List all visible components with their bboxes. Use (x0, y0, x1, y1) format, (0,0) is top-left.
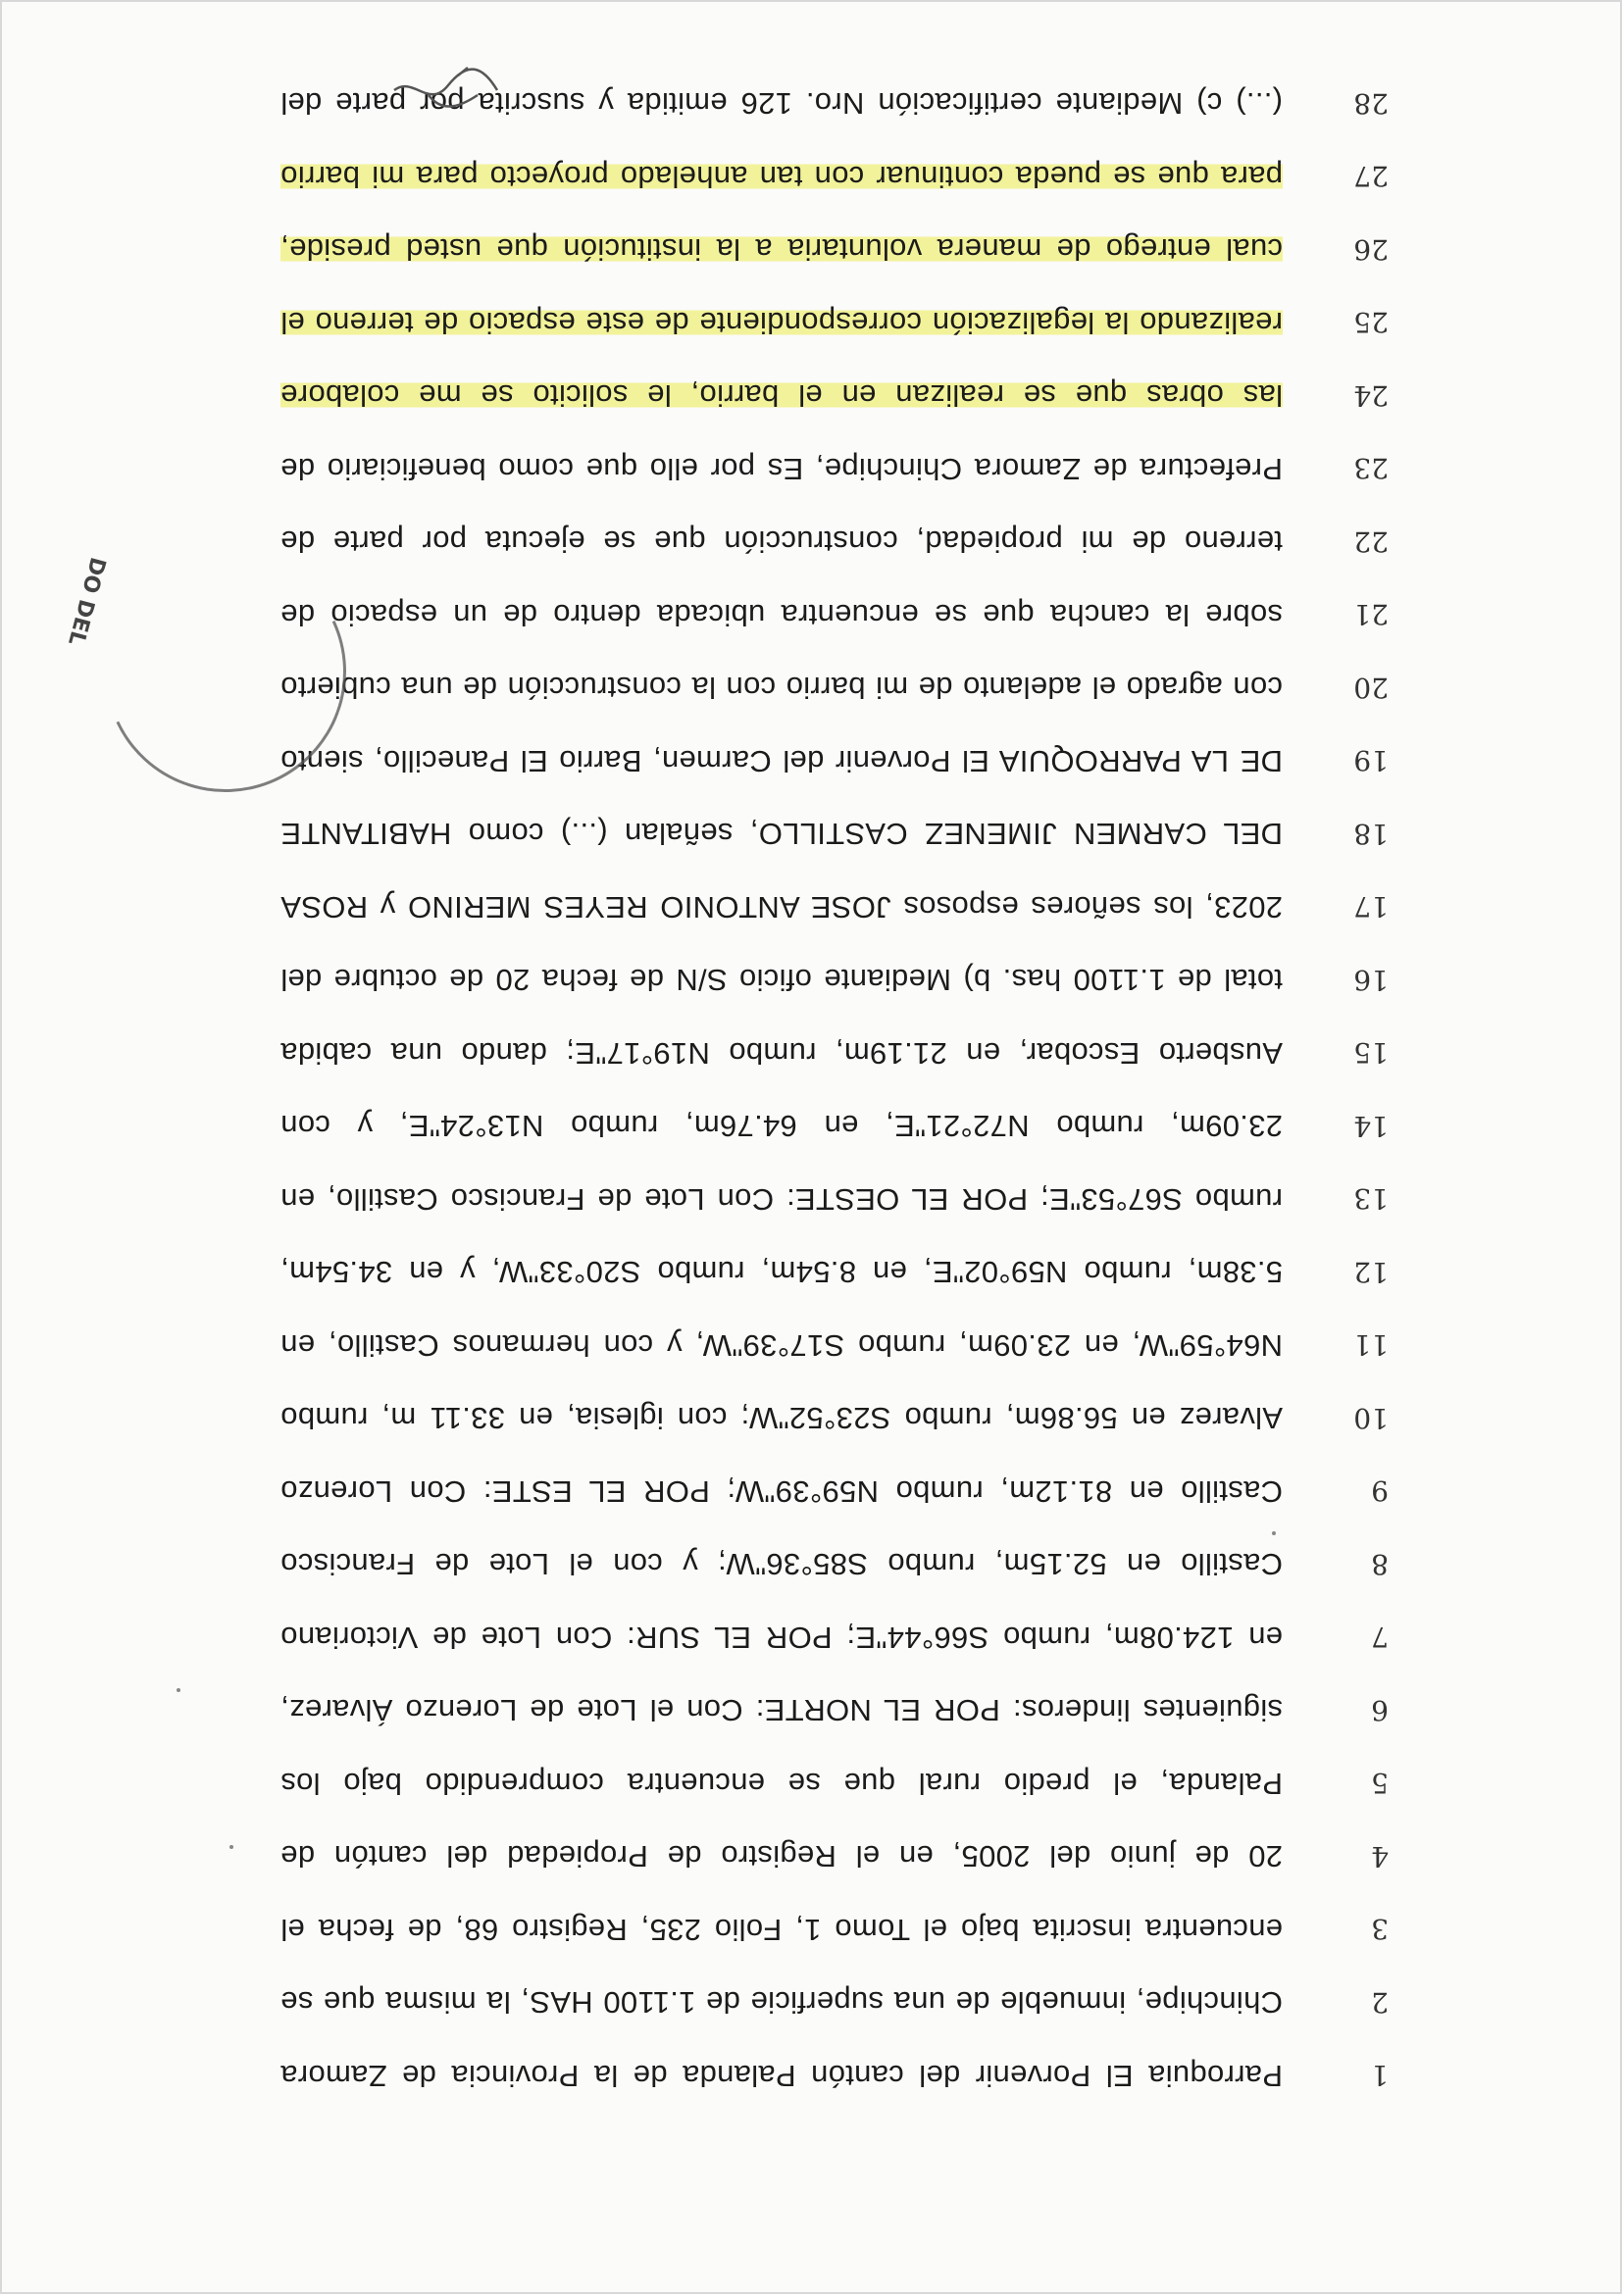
line-number: 22 (1353, 524, 1389, 558)
line-number: 26 (1353, 232, 1389, 266)
line-number: 11 (1353, 1328, 1389, 1362)
text-line (182, 651, 1389, 724)
line-number: 20 (1353, 671, 1389, 704)
highlighted-line-text: realizando la legalización correspondiente de este espacio de terreno el (280, 305, 1283, 340)
line-text: encuentra inscrita bajo el Tomo 1, Folio 235, Registro 68, de fecha el (280, 1912, 1283, 1947)
line-number: 14 (1353, 1109, 1389, 1142)
highlighted-line-text: las obras que se realizan en el barrio, le solicito se me colabore (280, 378, 1283, 414)
line-number: 17 (1353, 890, 1389, 923)
line-number: 25 (1353, 306, 1389, 339)
line-text: 5.38m, rumbo N59°02"E, en 8.54m, rumbo S20°33"W, y en 34.54m, (280, 1255, 1283, 1290)
text-line (182, 1601, 1389, 1674)
text-line (182, 505, 1389, 578)
text-line (182, 871, 1389, 944)
line-number: 19 (1353, 744, 1389, 777)
line-text: Parroquia El Porvenir del cantón Palanda de la Provincia de Zamora (280, 2058, 1283, 2093)
text-line (182, 213, 1389, 286)
text-line (182, 2039, 1389, 2113)
line-text: DE LA PARROQUIA El Porvenir del Carmen, Barrio El Panecillo, siento (280, 743, 1283, 778)
rotated-document-sheet (2, 2, 1622, 2296)
line-number: 2 (1371, 1985, 1389, 2019)
text-line (182, 578, 1389, 652)
line-number: 1 (1371, 2059, 1389, 2092)
line-number: 21 (1353, 598, 1389, 631)
line-number: 23 (1353, 452, 1389, 485)
text-line (182, 1455, 1389, 1528)
line-text: Alvarez en 56.86m, rumbo S23°52"W; con iglesia, en 33.11 m, rumbo (280, 1401, 1283, 1436)
line-number: 15 (1353, 1036, 1389, 1070)
text-line (182, 1527, 1389, 1601)
line-text: Palanda, el predio rural que se encuentra comprendido bajo los (280, 1766, 1283, 1801)
line-text: rumbo S67°53"E; POR EL OESTE: Con Lote de Francisco Castillo, en (280, 1181, 1283, 1217)
line-text: total de 1.1100 has. b) Mediante oficio S/N de fecha 20 de octubre del (280, 963, 1283, 998)
line-text: Prefectura de Zamora Chinchipe, Es por ello que como beneficiario de (280, 451, 1283, 486)
line-number: 5 (1371, 1767, 1389, 1800)
text-line (182, 1747, 1389, 1821)
line-text: Chinchipe, inmueble de una superficie de 1.1100 HAS, la misma que se (280, 1985, 1283, 2021)
text-line (182, 1820, 1389, 1893)
line-number: 24 (1353, 378, 1389, 412)
text-line (182, 1893, 1389, 1967)
line-text: siguientes linderos: POR EL NORTE: Con el Lote de Lorenzo Álvarez, (280, 1693, 1283, 1728)
line-text: con agrado el adelanto de mi barrio con la construcción de una cubierto (280, 671, 1283, 706)
line-number: 28 (1353, 86, 1389, 120)
line-number: 18 (1353, 817, 1389, 850)
text-line (182, 140, 1389, 214)
text-line (182, 359, 1389, 432)
line-text: N64°59"W, en 23.09m, rumbo S17°39"W, y con hermanos Castillo, en (280, 1327, 1283, 1363)
text-line (182, 1235, 1389, 1309)
line-text: Ausberto Escobar, en 21.19m, rumbo N19°17"E; dando una cabida (280, 1035, 1283, 1071)
highlighted-line-text: cual entrego de manera voluntaria a la institución que usted preside, (280, 232, 1283, 268)
line-text: 20 de junio del 2005, en el Registro de Propiedad del cantón de (280, 1839, 1283, 1874)
stamp-text: DO DEL (63, 554, 110, 648)
line-text: 2023, los señores esposos JOSE ANTONIO REYES MERINO y ROSA (280, 889, 1283, 924)
text-line (182, 286, 1389, 360)
numbered-text-lines (182, 67, 1389, 2112)
line-number: 10 (1353, 1401, 1389, 1434)
signature-mark (389, 56, 517, 125)
text-line (182, 797, 1389, 871)
scan-speck (229, 1845, 233, 1849)
line-number: 6 (1371, 1693, 1389, 1726)
line-number: 3 (1371, 1913, 1389, 1946)
line-number: 9 (1371, 1474, 1389, 1508)
highlighted-line-text: para que se pueda continuar con tan anhelado proyecto para mi barrio (280, 159, 1283, 194)
scan-speck (1272, 1531, 1276, 1535)
line-text: en 124.08m, rumbo S66°44"E; POR EL SUR: Con Lote de Victoriano (280, 1620, 1283, 1655)
line-text: 23.09m, rumbo N72°21"E, en 64.76m, rumbo N13°24"E, y con (280, 1109, 1283, 1144)
line-text: (...) c) Mediante certificación Nro. 126 emitida y suscrita por parte del (280, 86, 1283, 122)
line-number: 7 (1371, 1621, 1389, 1654)
text-line (182, 432, 1389, 506)
line-number: 16 (1353, 963, 1389, 996)
line-number: 12 (1353, 1255, 1389, 1288)
text-line (182, 67, 1389, 140)
text-line (182, 1089, 1389, 1163)
line-number: 27 (1353, 160, 1389, 193)
line-text: Castillo en 52.15m, rumbo S85°36"W; y con el Lote de Francisco (280, 1547, 1283, 1582)
text-line (182, 1966, 1389, 2039)
text-line (182, 943, 1389, 1017)
line-number: 4 (1371, 1839, 1389, 1872)
line-text: Castillo en 81.12m, rumbo N59°39"W; POR EL ESTE: Con Lorenzo (280, 1473, 1283, 1509)
text-line (182, 724, 1389, 798)
line-text: sobre la cancha que se encuentra ubicada dentro de un espacio de (280, 597, 1283, 632)
line-number: 8 (1371, 1547, 1389, 1580)
text-line (182, 1163, 1389, 1236)
line-text: terreno de mi propiedad, construcción que se ejecuta por parte de (280, 524, 1283, 560)
text-line (182, 1673, 1389, 1747)
text-line (182, 1017, 1389, 1090)
line-number: 13 (1353, 1182, 1389, 1216)
scan-speck (177, 1688, 180, 1692)
text-line (182, 1309, 1389, 1382)
line-text: DEL CARMEN JIMENEZ CASTILLO, señalan (...) como HABITANTE (280, 817, 1283, 852)
text-line (182, 1381, 1389, 1455)
